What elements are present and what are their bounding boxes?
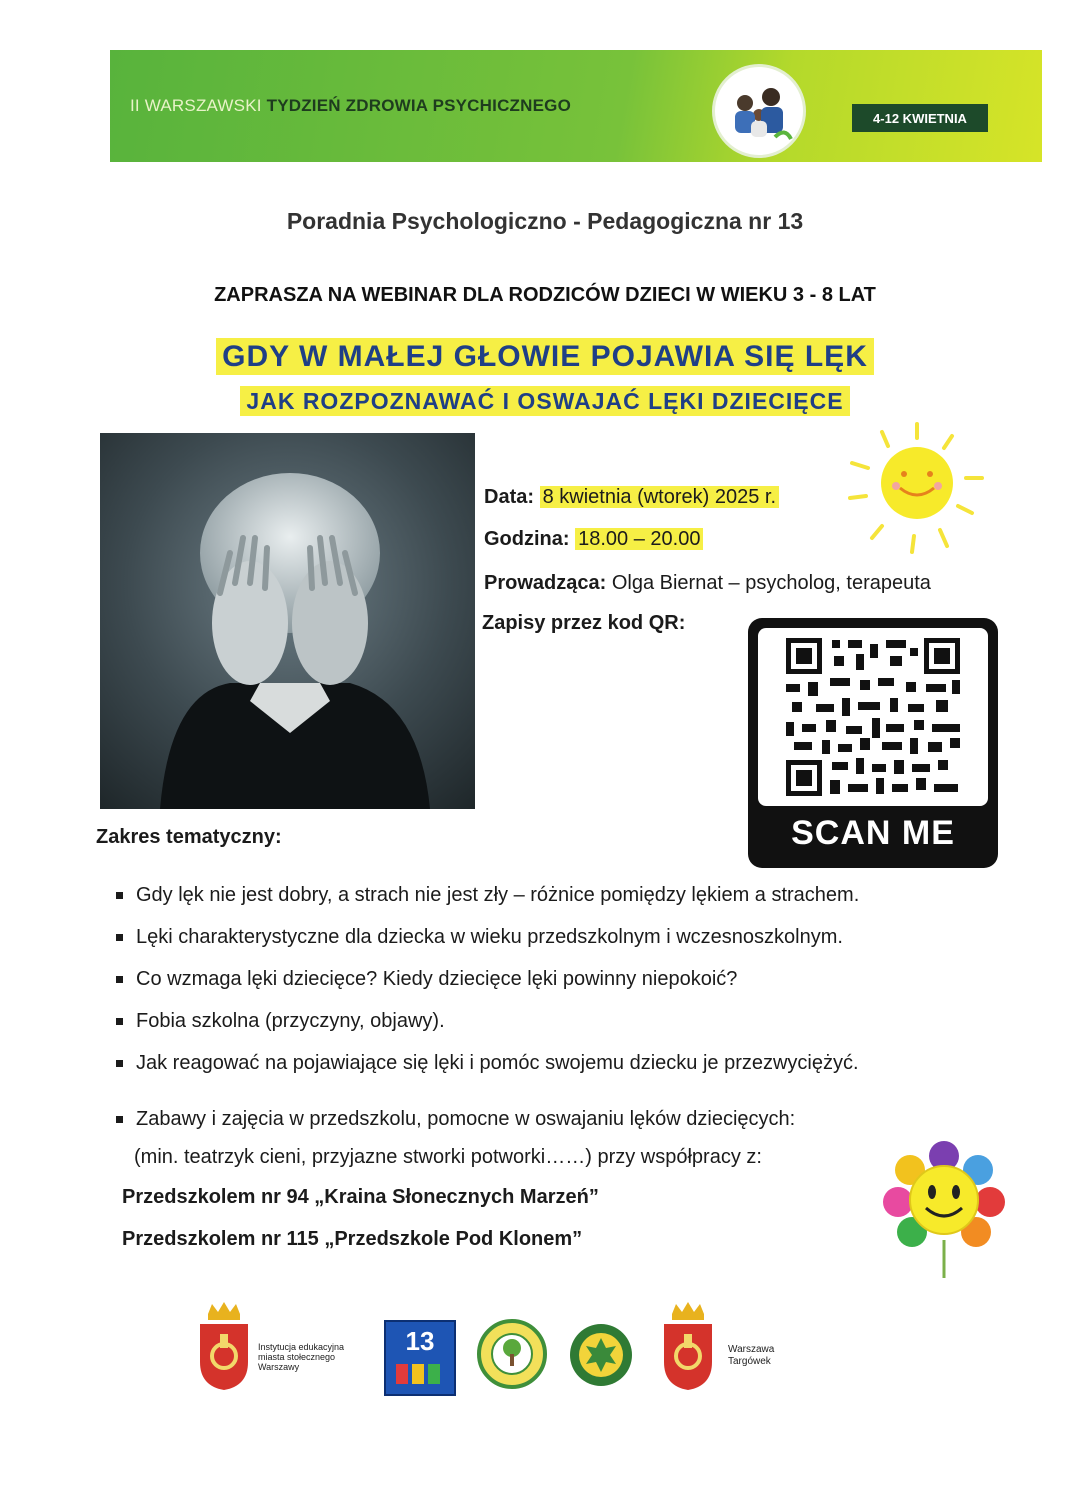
- list-item: Fobia szkolna (przyczyny, objawy).: [112, 1000, 1012, 1042]
- date-value: 8 kwietnia (wtorek) 2025 r.: [540, 486, 779, 508]
- logo-block: [412, 1364, 424, 1384]
- poradnia-13-logo: [384, 1320, 456, 1396]
- list-item: Zabawy i zajęcia w przedszkolu, pomocne w oswajaniu lęków dziecięcych:: [112, 1098, 1012, 1140]
- extra-topics-list: [112, 1098, 1012, 1140]
- time-label: Godzina:: [484, 528, 570, 550]
- banner-title-text: TYDZIEŃ ZDROWIA PSYCHICZNEGO: [266, 96, 571, 115]
- smiley-flower-icon: [882, 1140, 1006, 1280]
- webinar-title: [0, 340, 1090, 374]
- qr-scan-caption: SCAN ME: [791, 814, 955, 852]
- poradnia-13-number: 13: [405, 1326, 435, 1356]
- smiling-sun-icon: [842, 418, 992, 558]
- list-item: Gdy lęk nie jest dobry, a strach nie jest zły – różnice pomiędzy lękiem a strachem.: [112, 874, 1012, 916]
- list-item: Lęki charakterystyczne dla dziecka w wieku przedszkolnym i wczesnoszkolnym.: [112, 916, 1012, 958]
- event-host: [484, 572, 931, 595]
- list-item: Jak reagować na pojawiające się lęki i pomóc swojemu dziecku je przezwyciężyć.: [112, 1042, 1012, 1084]
- topics-list: [112, 874, 1012, 1084]
- preschool-94-logo: [476, 1318, 548, 1390]
- logo-block: [396, 1364, 408, 1384]
- list-item: Co wzmaga lęki dziecięce? Kiedy dziecięce lęki powinny niepokoić?: [112, 958, 1012, 1000]
- webinar-subtitle: [0, 388, 1090, 415]
- institution-caption: Instytucja edukacyjna miasta stołecznego Warszawy: [258, 1342, 345, 1372]
- qr-code-image[interactable]: [758, 628, 988, 806]
- signup-label-text: Zapisy przez kod QR:: [482, 612, 686, 634]
- logo-block: [428, 1364, 440, 1384]
- invite-line: ZAPRASZA NA WEBINAR DLA RODZICÓW DZIECI W WIEKU 3 - 8 LAT: [214, 284, 876, 306]
- webinar-subtitle-text: JAK ROZPOZNAWAĆ I OSWAJAĆ LĘKI DZIECIĘCE: [240, 386, 849, 416]
- extra-note: (min. teatrzyk cieni, przyjazne stworki potworki……) przy współpracy z:: [134, 1146, 762, 1168]
- event-time: [484, 528, 703, 551]
- preschool-115-logo: [568, 1322, 634, 1388]
- partner-line: Przedszkolem nr 115 „Przedszkole Pod Klonem”: [122, 1228, 583, 1250]
- host-value: Olga Biernat – psycholog, terapeuta: [611, 572, 931, 594]
- targowek-caption: Warszawa Targówek: [728, 1344, 775, 1367]
- partner-line: Przedszkolem nr 94 „Kraina Słonecznych Marzeń”: [122, 1186, 599, 1208]
- signup-label: [482, 612, 685, 635]
- organizer-name: Poradnia Psychologiczno - Pedagogiczna nr 13: [286, 208, 804, 234]
- date-label: Data:: [484, 486, 535, 508]
- warsaw-crest-logo: [196, 1300, 252, 1392]
- banner-prefix: II WARSZAWSKI: [130, 96, 262, 115]
- event-dates-badge: 4-12 KWIETNIA: [852, 104, 988, 132]
- banner-title: [130, 96, 571, 116]
- qr-code[interactable]: [748, 618, 998, 868]
- event-banner: [110, 50, 1042, 162]
- webinar-title-text: GDY W MAŁEJ GŁOWIE POJAWIA SIĘ LĘK: [216, 338, 874, 375]
- time-value: 18.00 – 20.00: [575, 528, 703, 550]
- event-date: [484, 486, 779, 509]
- child-covering-eyes-photo: [100, 433, 475, 809]
- scope-heading: Zakres tematyczny:: [96, 826, 282, 848]
- family-photo-icon: [712, 64, 806, 158]
- targowek-crest-logo: [660, 1300, 716, 1392]
- host-label: Prowadząca:: [484, 572, 607, 594]
